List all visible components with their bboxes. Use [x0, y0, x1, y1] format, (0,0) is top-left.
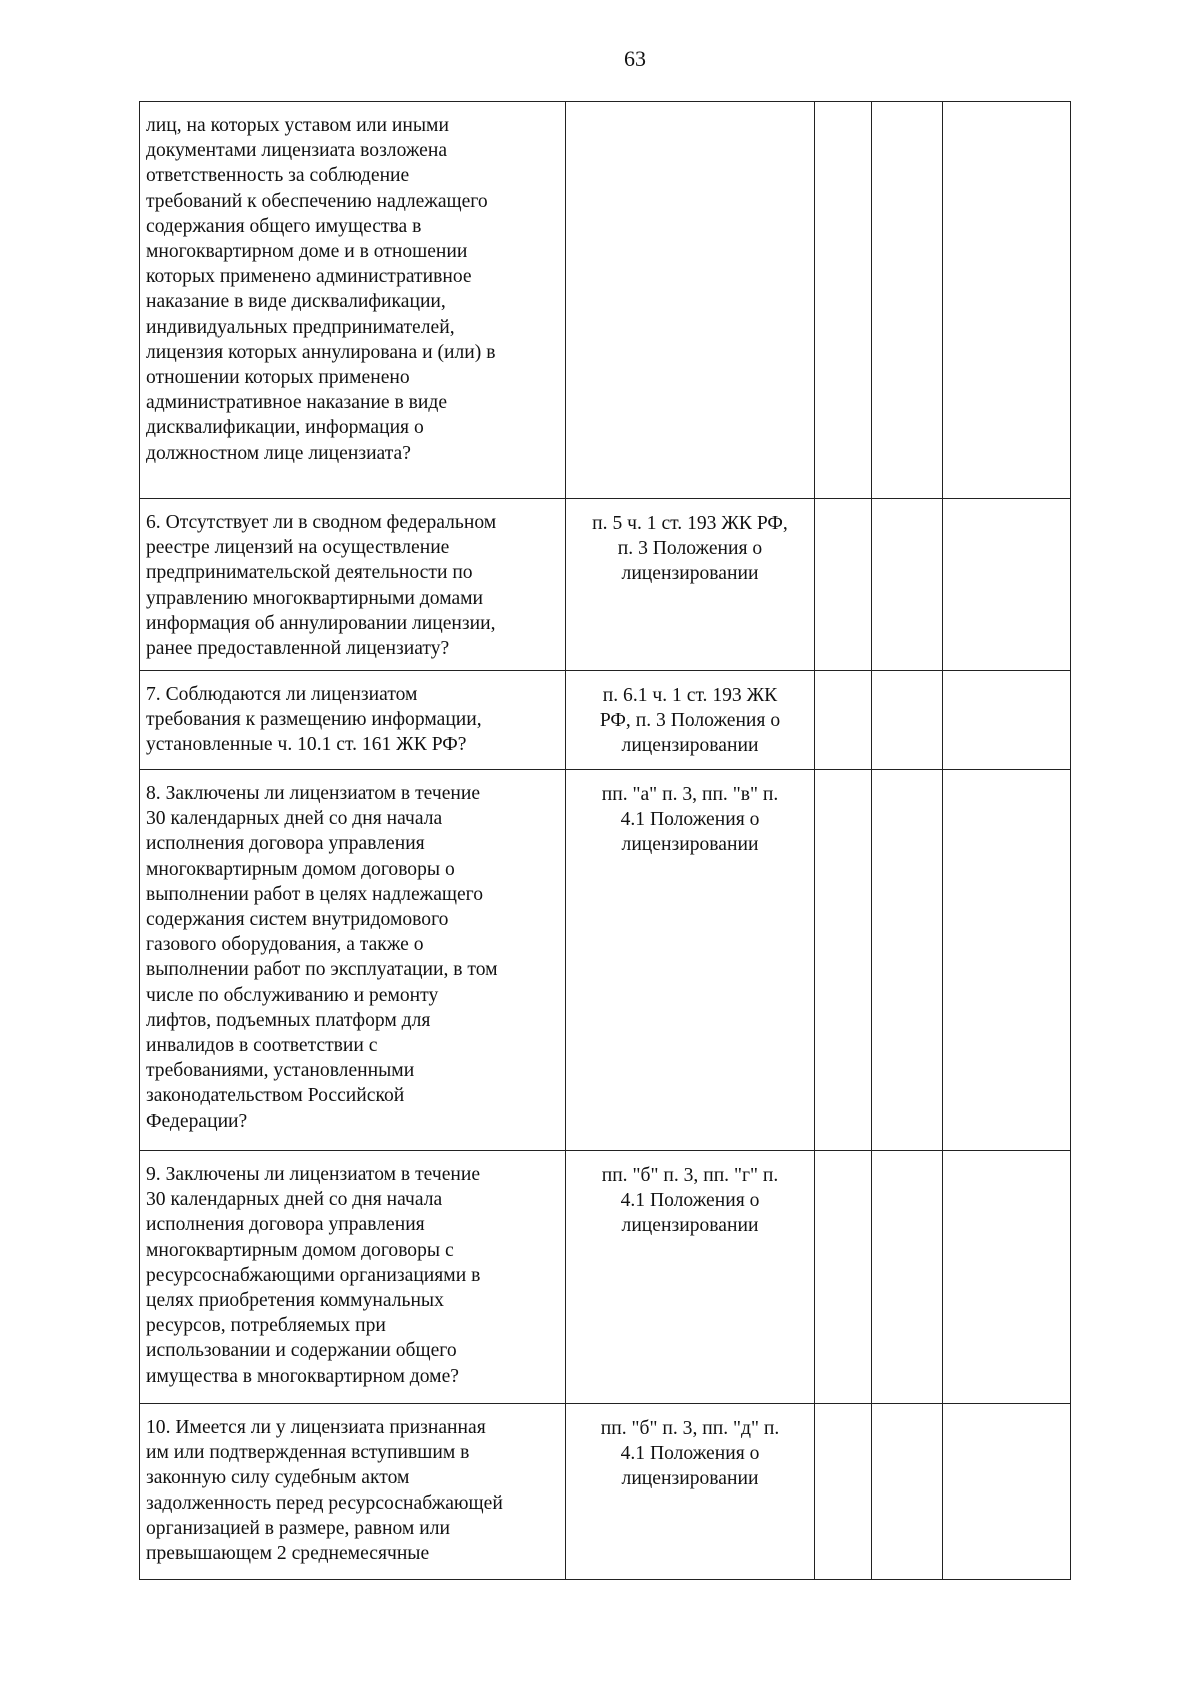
reference-cell: [566, 102, 815, 499]
question-cell: [140, 499, 566, 671]
answer-yes-cell: [815, 1404, 872, 1580]
table-row: [140, 671, 1071, 770]
reference-text: пп. "б" п. 3, пп. "г" п. 4.1 Положения о лицензировании: [601, 1165, 779, 1237]
table-row: [140, 770, 1071, 1151]
reference-text: п. 6.1 ч. 1 ст. 193 ЖК РФ, п. 3 Положения о лицензировании: [599, 685, 781, 757]
answer-no-cell: [872, 102, 943, 499]
answer-no-cell: [872, 671, 943, 770]
table-row: [140, 102, 1071, 499]
note-cell: [943, 1151, 1071, 1404]
reference-cell: [566, 1404, 815, 1580]
reference-cell: [566, 499, 815, 671]
question-cell: [140, 770, 566, 1151]
table-row: [140, 1404, 1071, 1580]
table-row: [140, 1151, 1071, 1404]
note-cell: [943, 1404, 1071, 1580]
answer-yes-cell: [815, 671, 872, 770]
question-cell: [140, 102, 566, 499]
answer-no-cell: [872, 770, 943, 1151]
answer-no-cell: [872, 1151, 943, 1404]
page-number: 63: [624, 46, 646, 71]
question-text: 10. Имеется ли у лицензиата признанная им или подтвержденная вступившим в законную силу судебным актом задолженность перед ресурсоснабжающей организацией в размере, равном или превышающем 2 среднемесячные: [146, 1417, 503, 1565]
note-cell: [943, 770, 1071, 1151]
checklist-table: [139, 101, 1071, 1580]
answer-yes-cell: [815, 499, 872, 671]
question-text: 8. Заключены ли лицензиатом в течение 30 календарных дней со дня начала исполнения договора управления многоквартирным домом договоры о выполнении работ в целях надлежащего содержания систем внутридомового газового оборудования, а также о выполнении работ по эксплуатации, в том числе по обслуживанию и ремонту лифтов, подъемных платформ для инвалидов в соответствии с требованиями, установленными законодательством Российской Федерации?: [146, 783, 498, 1132]
table-row: [140, 499, 1071, 671]
answer-yes-cell: [815, 770, 872, 1151]
reference-text: пп. "б" п. 3, пп. "д" п. 4.1 Положения о лицензировании: [600, 1418, 780, 1490]
answer-no-cell: [872, 1404, 943, 1580]
reference-cell: [566, 671, 815, 770]
reference-text: пп. "а" п. 3, пп. "в" п. 4.1 Положения о лицензировании: [601, 784, 779, 856]
question-text: 9. Заключены ли лицензиатом в течение 30 календарных дней со дня начала исполнения договора управления многоквартирным домом договоры с ресурсоснабжающими организациями в целях приобретения коммунальных ресурсов, потребляемых при использовании и содержании общего имущества в многоквартирном доме?: [146, 1164, 481, 1387]
reference-text: п. 5 ч. 1 ст. 193 ЖК РФ, п. 3 Положения о лицензировании: [592, 513, 788, 585]
answer-yes-cell: [815, 1151, 872, 1404]
note-cell: [943, 499, 1071, 671]
question-cell: [140, 1404, 566, 1580]
question-cell: [140, 1151, 566, 1404]
reference-cell: [566, 1151, 815, 1404]
note-cell: [943, 671, 1071, 770]
question-text: 7. Соблюдаются ли лицензиатом требования к размещению информации, установленные ч. 10.1 ст. 161 ЖК РФ?: [146, 684, 482, 756]
question-text: лиц, на которых уставом или иными документами лицензиата возложена ответственность за соблюдение требований к обеспечению надлежащего содержания общего имущества в многоквартирном доме и в отношении которых применено административное наказание в виде дисквалификации, индивидуальных предпринимателей, лицензия которых аннулирована и (или) в отношении которых применено административное наказание в виде дисквалификации, информация о должностном лице лицензиата?: [146, 115, 496, 464]
note-cell: [943, 102, 1071, 499]
reference-cell: [566, 770, 815, 1151]
answer-no-cell: [872, 499, 943, 671]
question-cell: [140, 671, 566, 770]
answer-yes-cell: [815, 102, 872, 499]
question-text: 6. Отсутствует ли в сводном федеральном реестре лицензий на осуществление предпринимательской деятельности по управлению многоквартирными домами информация об аннулировании лицензии, ранее предоставленной лицензиату?: [146, 512, 497, 660]
